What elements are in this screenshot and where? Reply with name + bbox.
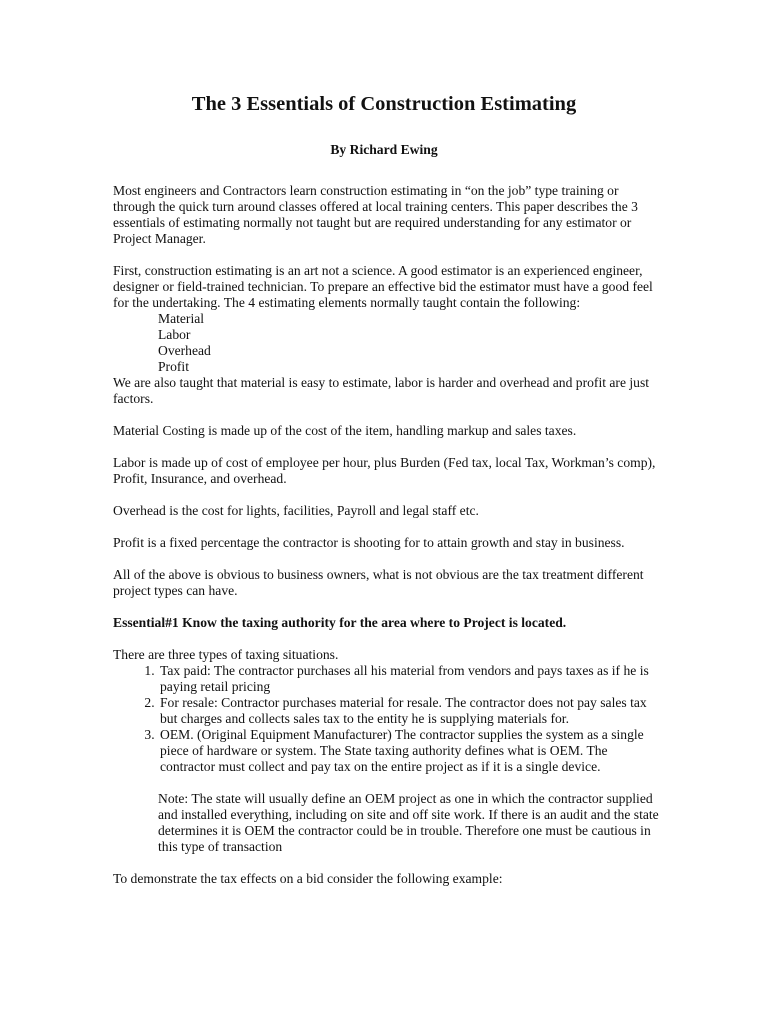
author-byline: By Richard Ewing xyxy=(330,142,438,157)
document-title: The 3 Essentials of Construction Estimating xyxy=(191,93,577,115)
material-paragraph: Material Costing is made up of the cost of the item, handling markup and sales taxes. xyxy=(113,423,577,438)
overhead-paragraph: Overhead is the cost for lights, facilities, Payroll and legal staff etc. xyxy=(113,503,479,518)
intro-paragraph: Most engineers and Contractors learn construction estimating in “on the job” type training or through the quick turn around classes offered at local training centers. This paper describes the 3 essentials of estimating normally not taught but are required understanding for any estimator or Project Manager. xyxy=(113,183,638,246)
tax-types-list xyxy=(113,663,660,775)
list-item: Labor xyxy=(158,327,191,342)
list-item: Material xyxy=(158,311,205,326)
obvious-paragraph: All of the above is obvious to business owners, what is not obvious are the tax treatment different project types can have. xyxy=(113,567,644,598)
demo-paragraph: To demonstrate the tax effects on a bid consider the following example: xyxy=(113,871,503,886)
list-item: 1. Tax paid: The contractor purchases all his material from vendors and pays taxes as if he is paying retail pricing xyxy=(158,663,660,695)
list-item: Overhead xyxy=(158,343,211,358)
list-item: 3. OEM. (Original Equipment Manufacturer) The contractor supplies the system as a single piece of hardware or system. The State taxing authority defines what is OEM. The contractor must collect and pay tax on the entire project as if it is a single device. xyxy=(158,727,660,775)
labor-paragraph: Labor is made up of cost of employee per hour, plus Burden (Fed tax, local Tax, Workman’s comp), Profit, Insurance, and overhead. xyxy=(113,455,656,486)
profit-paragraph: Profit is a fixed percentage the contractor is shooting for to attain growth and stay in business. xyxy=(113,535,625,550)
oem-note: Note: The state will usually define an OEM project as one in which the contractor supplied and installed everything, including on site and off site work. If there is an audit and the state determines it is OEM the contractor could be in trouble. Therefore one must be cautious in this type of transaction xyxy=(158,791,659,854)
document-body xyxy=(113,183,660,903)
list-item: 2. For resale: Contractor purchases material for resale. The contractor does not pay sales tax but charges and collects sales tax to the entity he is supplying materials for. xyxy=(158,695,660,727)
tax-types-intro: There are three types of taxing situations. xyxy=(113,647,339,662)
estimating-elements-list xyxy=(113,311,660,375)
list-item: Profit xyxy=(158,359,189,374)
art-paragraph: First, construction estimating is an art not a science. A good estimator is an experienced engineer, designer or field-trained technician. To prepare an effective bid the estimator must have a good feel for the undertaking. The 4 estimating elements normally taught contain the following: xyxy=(113,263,653,310)
taught-paragraph: We are also taught that material is easy to estimate, labor is harder and overhead and profit are just factors. xyxy=(113,375,650,406)
essential-1-heading: Essential#1 Know the taxing authority for the area where to Project is located. xyxy=(113,615,567,630)
